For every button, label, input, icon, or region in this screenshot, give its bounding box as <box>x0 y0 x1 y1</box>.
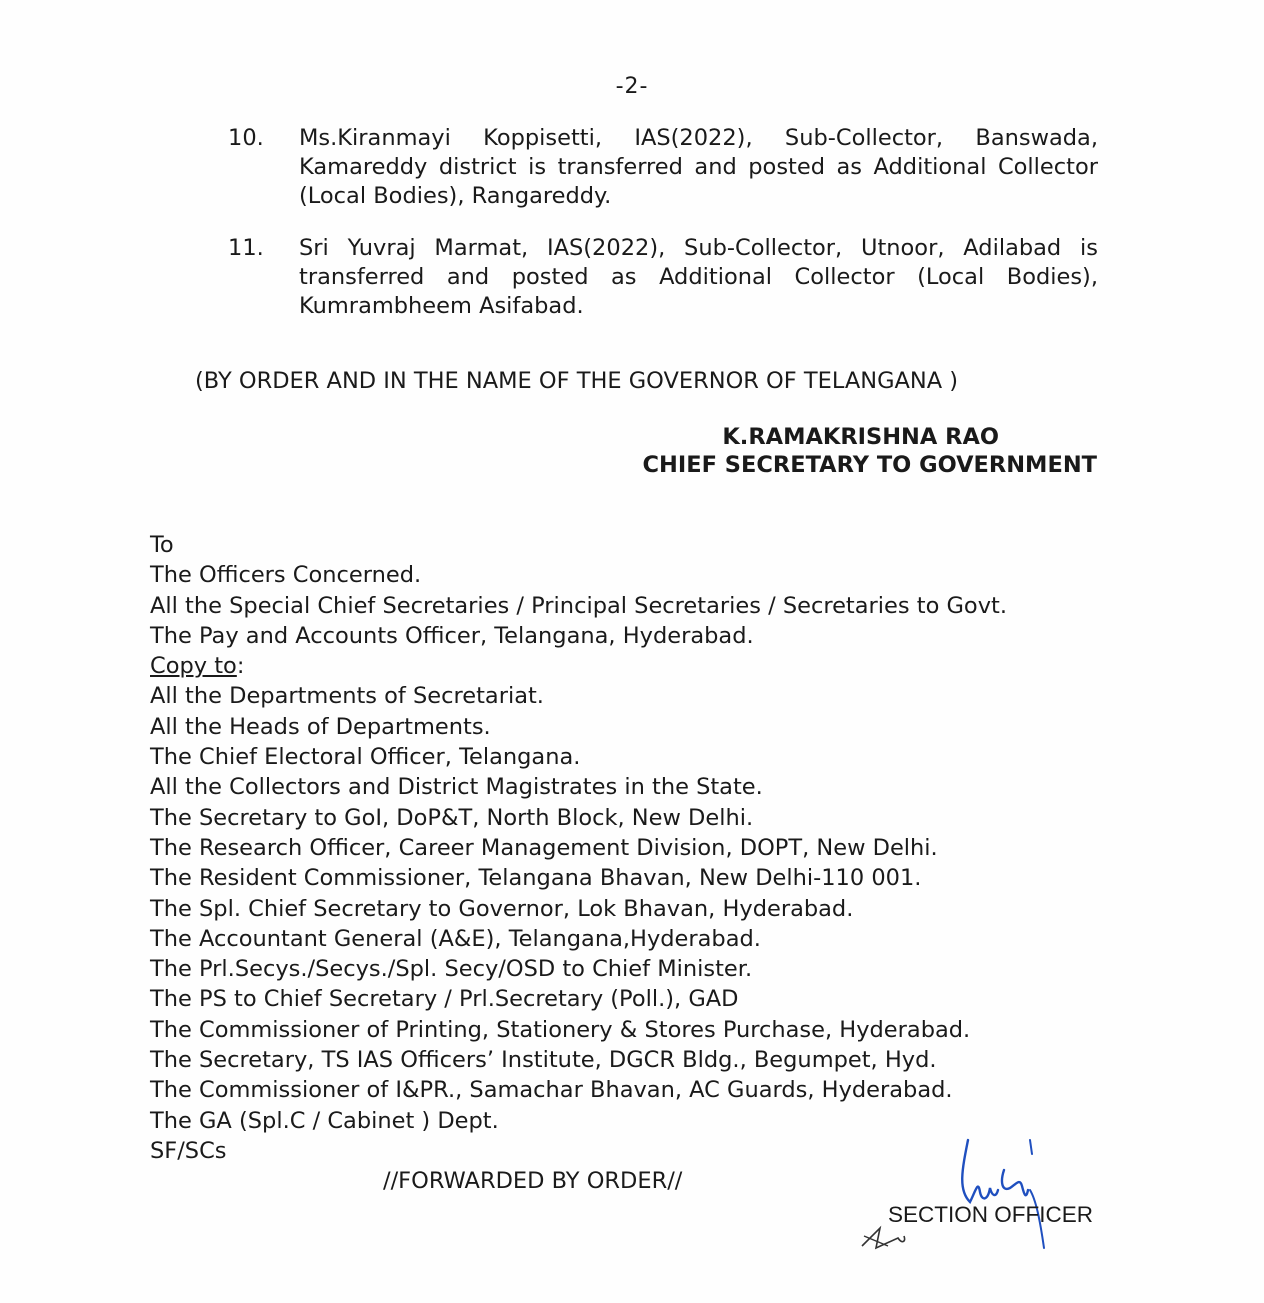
signatory-block <box>643 423 1097 479</box>
distribution-list <box>150 530 1007 1166</box>
order-item <box>228 234 1098 321</box>
copy-to-label: Copy to <box>150 653 237 680</box>
copy-recipient: The Resident Commissioner, Telangana Bhavan, New Delhi-110 001. <box>150 865 922 892</box>
to-recipient: The Officers Concerned. <box>150 562 422 589</box>
copy-recipient: SF/SCs <box>150 1137 227 1164</box>
copy-to-heading <box>150 651 1007 681</box>
signatory-name: K.RAMAKRISHNA RAO <box>722 424 999 450</box>
signatory-designation: CHIEF SECRETARY TO GOVERNMENT <box>642 452 1097 478</box>
to-label: To <box>150 532 174 558</box>
signature-icon <box>940 1130 1060 1250</box>
item-text: Ms.Kiranmayi Koppisetti, IAS(2022), Sub-Collector, Banswada, Kamareddy district is transferred and posted as Additional Collector (Local Bodies), Rangareddy. <box>299 125 1098 209</box>
copy-recipient: The Commissioner of I&PR., Samachar Bhavan, AC Guards, Hyderabad. <box>150 1077 953 1104</box>
copy-recipient: The Research Officer, Career Management Division, DOPT, New Delhi. <box>150 834 938 861</box>
copy-recipient: The Spl. Chief Secretary to Governor, Lok Bhavan, Hyderabad. <box>150 895 854 922</box>
item-text: Sri Yuvraj Marmat, IAS(2022), Sub-Collector, Utnoor, Adilabad is transferred and posted as Additional Collector (Local Bodies), Kumrambheem Asifabad. <box>299 235 1098 319</box>
page-number: -2- <box>615 74 649 99</box>
governor-order-line: (BY ORDER AND IN THE NAME OF THE GOVERNOR OF TELANGANA ) <box>195 368 959 394</box>
copy-recipient: The PS to Chief Secretary / Prl.Secretary (Poll.), GAD <box>150 986 739 1013</box>
copy-recipient: All the Heads of Departments. <box>150 713 491 740</box>
copy-recipient: All the Departments of Secretariat. <box>150 683 544 710</box>
copy-recipient: The Accountant General (A&E), Telangana,Hyderabad. <box>150 925 761 952</box>
to-recipient: The Pay and Accounts Officer, Telangana, Hyderabad. <box>150 622 754 649</box>
section-officer-label: SECTION OFFICER <box>888 1202 1094 1227</box>
copy-recipient: The Secretary, TS IAS Officers’ Institute, DGCR Bldg., Begumpet, Hyd. <box>150 1047 937 1074</box>
forwarded-by-order: //FORWARDED BY ORDER// <box>383 1168 683 1194</box>
copy-recipient: All the Collectors and District Magistrates in the State. <box>150 774 763 801</box>
copy-to-colon: : <box>236 653 245 680</box>
copy-recipient: The Chief Electoral Officer, Telangana. <box>150 744 581 771</box>
copy-recipient: The Prl.Secys./Secys./Spl. Secy/OSD to Chief Minister. <box>150 956 753 983</box>
to-recipient: All the Special Chief Secretaries / Principal Secretaries / Secretaries to Govt. <box>150 592 1007 619</box>
item-number: 11. <box>228 235 264 261</box>
copy-recipient: The Commissioner of Printing, Stationery & Stores Purchase, Hyderabad. <box>150 1016 971 1043</box>
item-number: 10. <box>228 125 264 151</box>
order-item <box>228 124 1098 211</box>
copy-recipient: The Secretary to GoI, DoP&T, North Block, New Delhi. <box>150 804 754 831</box>
copy-recipient: The GA (Spl.C / Cabinet ) Dept. <box>150 1107 499 1134</box>
